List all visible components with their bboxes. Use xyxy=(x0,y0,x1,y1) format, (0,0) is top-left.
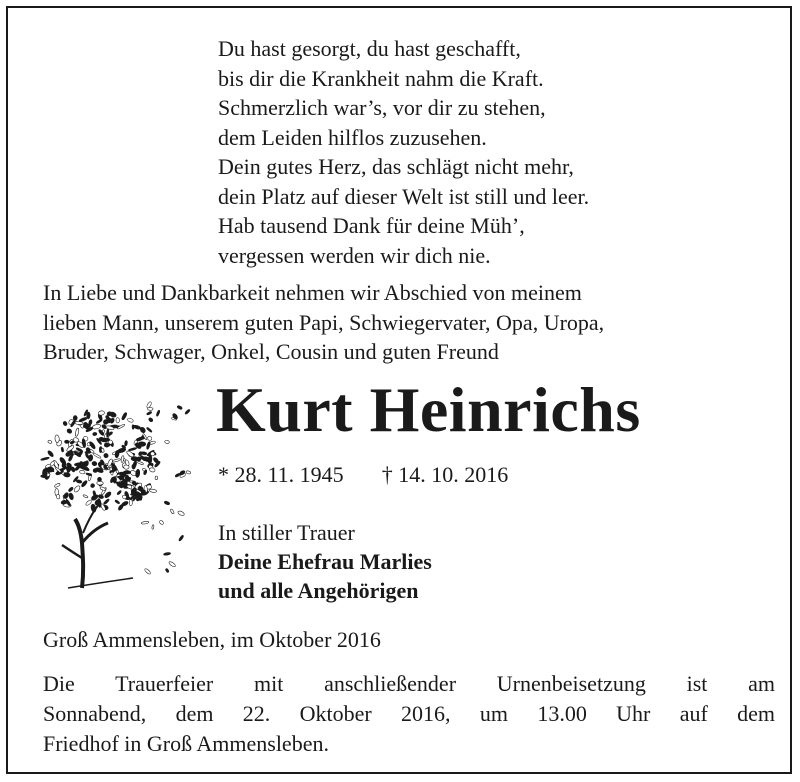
funeral-line: Die Trauerfeier mit anschließender Urnenbeisetzung ist am xyxy=(43,671,775,696)
obituary-notice xyxy=(6,6,792,774)
poem-line: vergessen werden wir dich nie. xyxy=(218,242,491,268)
poem-line: bis dir die Krankheit nahm die Kraft. xyxy=(218,65,544,91)
death-date: † 14. 10. 2016 xyxy=(381,462,509,487)
mourner-wife: Deine Ehefrau Marlies xyxy=(218,549,432,574)
poem-line: Hab tausend Dank für deine Müh’, xyxy=(218,213,525,238)
intro-line: lieben Mann, unserem guten Papi, Schwiegervater, Opa, Uropa, xyxy=(43,309,605,335)
poem-line: Dein gutes Herz, das schlägt nicht mehr, xyxy=(218,154,574,179)
poem-line: dein Platz auf dieser Welt ist still und leer. xyxy=(218,183,590,209)
place-and-date: Groß Ammensleben, im Oktober 2016 xyxy=(43,627,381,652)
mourners-signature xyxy=(218,518,432,605)
poem-line: dem Leiden hilflos zuzusehen. xyxy=(218,124,487,150)
mourning-phrase: In stiller Trauer xyxy=(218,520,355,545)
farewell-intro xyxy=(43,278,783,367)
funeral-line: Friedhof in Groß Ammensleben. xyxy=(43,731,329,756)
poem-line: Du hast gesorgt, du hast geschafft, xyxy=(218,36,521,61)
funeral-info xyxy=(43,669,775,759)
mourner-relatives: und alle Angehörigen xyxy=(218,578,419,603)
funeral-line: Sonnabend, dem 22. Oktober 2016, um 13.00 Uhr auf dem xyxy=(43,701,775,726)
life-dates xyxy=(218,460,508,490)
intro-line: In Liebe und Dankbarkeit nehmen wir Abschied von meinem xyxy=(43,280,582,305)
intro-line: Bruder, Schwager, Onkel, Cousin und guten Freund xyxy=(43,339,499,364)
birth-date: * 28. 11. 1945 xyxy=(218,462,344,487)
memorial-poem xyxy=(218,34,589,270)
windblown-tree-icon xyxy=(38,393,198,598)
deceased-name: Kurt Heinrichs xyxy=(216,374,641,445)
poem-line: Schmerzlich war’s, vor dir zu stehen, xyxy=(218,95,546,120)
